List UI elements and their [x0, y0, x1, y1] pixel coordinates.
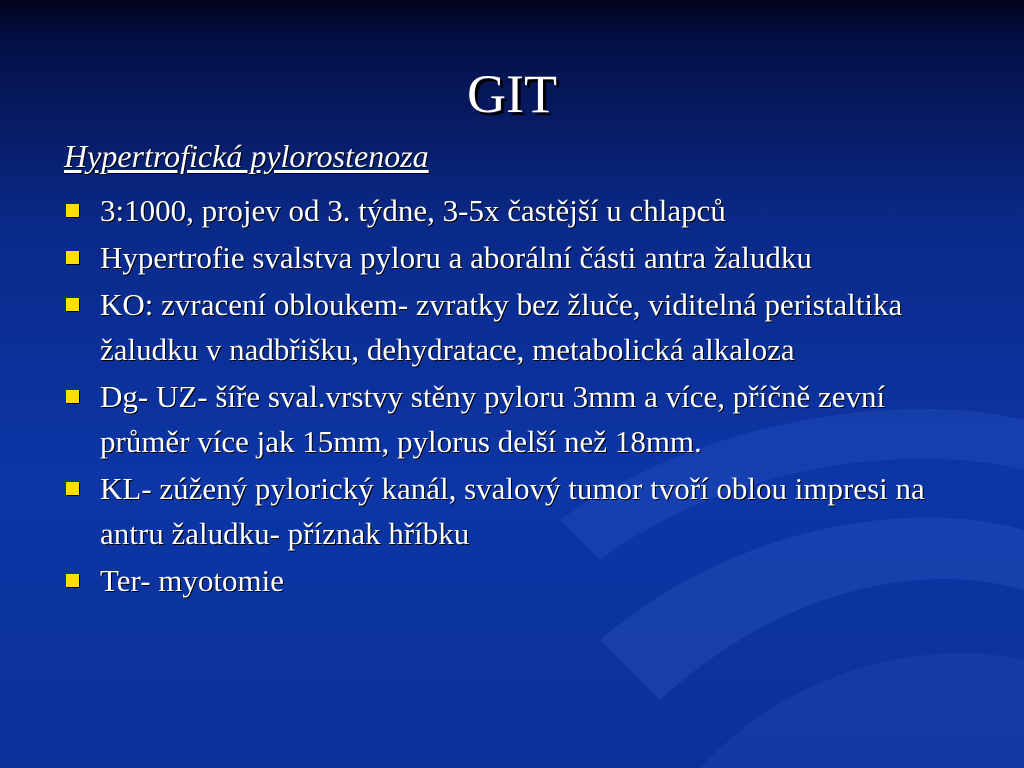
bullet-item [64, 558, 964, 603]
bullet-item [64, 188, 964, 233]
bullet-list [64, 188, 964, 605]
bullet-item [64, 466, 964, 556]
bullet-item [64, 282, 964, 372]
square-bullet-icon [66, 390, 79, 403]
bullet-text: KO: zvracení obloukem- zvratky bez žluče, viditelná peristaltika žaludku v nadbřišku, dehydratace, metabolická alkaloza [100, 287, 903, 367]
bullet-text: KL- zúžený pylorický kanál, svalový tumor tvoří oblou impresi na antru žaludku- příznak hříbku [100, 471, 925, 551]
square-bullet-icon [66, 574, 79, 587]
square-bullet-icon [66, 298, 79, 311]
slide-title: GIT [467, 64, 557, 124]
bullet-item [64, 235, 964, 280]
bullet-text: Hypertrofie svalstva pyloru a aborální části antra žaludku [100, 240, 812, 275]
bullet-item [64, 374, 964, 464]
bullet-text: Ter- myotomie [100, 563, 285, 598]
bullet-text: Dg- UZ- šíře sval.vrstvy stěny pyloru 3mm a více, příčně zevní průměr více jak 15mm, pylorus delší než 18mm. [100, 379, 886, 459]
slide-subtitle: Hypertrofická pylorostenoza [64, 138, 429, 174]
bullet-text: 3:1000, projev od 3. týdne, 3-5x častější u chlapců [100, 193, 726, 228]
square-bullet-icon [66, 251, 79, 264]
square-bullet-icon [66, 204, 79, 217]
square-bullet-icon [66, 482, 79, 495]
